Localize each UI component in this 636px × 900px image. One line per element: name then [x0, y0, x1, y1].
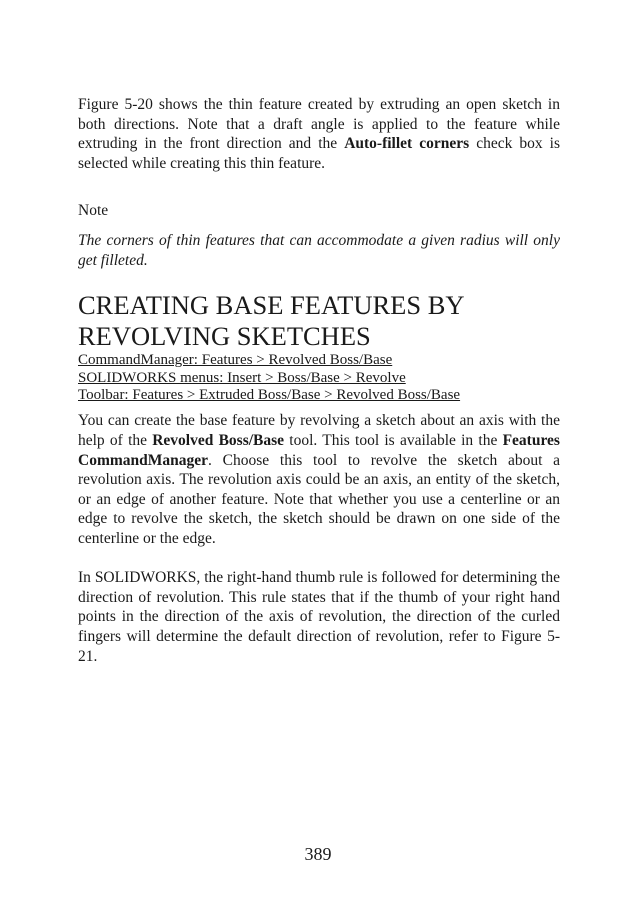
section-heading	[78, 290, 560, 352]
section-heading-line1: CREATING BASE FEATURES BY	[78, 290, 465, 321]
intro-text-before: Figure 5-20 shows the thin feature created by extruding an open sketch in both directions. Note that a draft angle is applied to the feature while extruding in the front direction and the	[78, 96, 560, 153]
page-number: 389	[304, 844, 332, 864]
thumb-rule-paragraph: In SOLIDWORKS, the right-hand thumb rule is followed for determining the direction of revolution. This rule states that if the thumb of your right hand points in the direction of the axis of revolution, the direction of the curled fingers will determine the default direction of revolution, refer to Figure 5-21.	[78, 569, 560, 665]
menus-reference: SOLIDWORKS menus: Insert > Boss/Base > Revolve	[78, 369, 406, 386]
commandmanager-reference: CommandManager: Features > Revolved Boss/Base	[78, 352, 393, 369]
revolved-boss-base-term: Revolved Boss/Base	[152, 431, 285, 449]
intro-paragraph	[78, 95, 560, 173]
auto-fillet-corners-term: Auto-fillet corners	[344, 135, 470, 153]
intro-text-after: check box is selected while creating this thin feature.	[78, 135, 560, 172]
note-label: Note	[78, 202, 109, 220]
page-content	[78, 95, 560, 666]
revolve-paragraph	[78, 411, 560, 548]
section-heading-line2: REVOLVING SKETCHES	[78, 321, 371, 352]
features-commandmanager-term: Features CommandManager	[78, 431, 560, 469]
revolve-text-2: tool. This tool is available in the	[284, 431, 503, 449]
note-text: The corners of thin features that can accommodate a given radius will only get filleted.	[78, 231, 560, 269]
toolbar-reference: Toolbar: Features > Extruded Boss/Base > Revolved Boss/Base	[78, 386, 461, 403]
revolve-text-3: . Choose this tool to revolve the sketch about a revolution axis. The revolution axis could be an axis, an entity of the sketch, or an edge of another feature. Note that whether you use a centerline or an edge to revolve the sketch, the sketch should be drawn on one side of the centerline or the edge.	[78, 451, 560, 547]
revolve-text-1: You can create the base feature by revolving a sketch about an axis with the help of the	[78, 412, 560, 449]
